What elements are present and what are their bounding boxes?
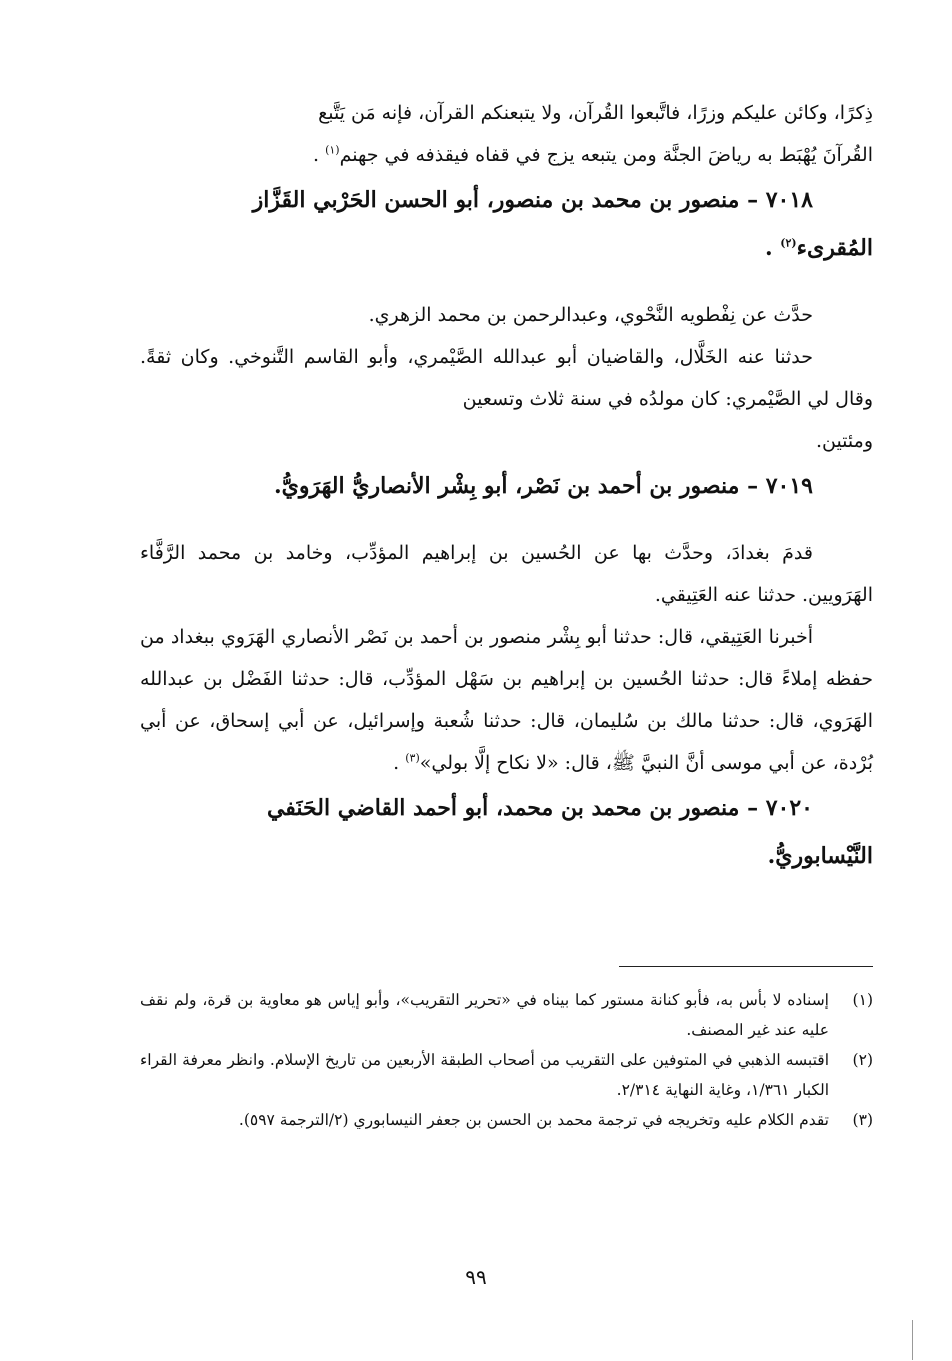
page-number: ٩٩ (465, 1265, 487, 1289)
text-line: التَّنوخي. وكان ثقةً. وقال لي الصَّيْمري: كان مولدُه في سنة ثلاث وتسعين (140, 346, 873, 410)
entry-title-line: ٧٠٢٠ – منصور بن محمد بن محمد، أبو أحمد القاضي الحَنَفي (266, 795, 813, 821)
text-punct: . (312, 144, 326, 166)
entry-title-line: المُقرىء (796, 235, 873, 261)
text-line: القُرآنَ يُهْبَط به رياضَ الجنَّة ومن يتبعه يزج في قفاه فيقذفه في جهنم (339, 144, 873, 166)
text-line: ومئتين. (815, 430, 873, 452)
footnote-number: (١) (852, 991, 873, 1009)
text-punct: . (393, 752, 406, 774)
main-text (140, 92, 873, 880)
paragraph-students (140, 336, 873, 462)
footnote-ref: (١) (325, 143, 340, 157)
footnotes (140, 985, 873, 1135)
text-line: محمد الرَّفَّاء الهَرَويين. حدثنا عنه العَتِيقي. (140, 542, 873, 606)
footnote-line: تقدم الكلام عليه وتخريجه في ترجمة محمد بن الحسن بن جعفر النيسابوري (353, 1111, 829, 1129)
entry-heading-7018 (140, 176, 873, 272)
footnote-2 (140, 1045, 873, 1105)
paragraph-hadith-continuation (140, 92, 873, 176)
footnote-line: (٢/الترجمة ٥٩٧). (238, 1111, 349, 1129)
paragraph-biography-7019 (140, 532, 873, 616)
footnote-line: إسناده لا بأس به، فأبو كنانة مستور كما بيناه في «تحرير التقريب»، وأبو إياس هو (305, 991, 829, 1009)
entry-heading-7019 (140, 462, 873, 510)
footnote-number: (٣) (852, 1111, 873, 1129)
footnote-line: الإسلام. وانظر معرفة القراء الكبار ١/٣٦١، وغاية النهاية ٢/٣١٤. (140, 1051, 829, 1099)
footnote-line: اقتبسه الذهبي في المتوفين على التقريب من أصحاب الطبقة الأربعين من تاريخ (325, 1051, 829, 1069)
entry-heading-7020 (140, 784, 873, 880)
text-line: سُليمان، قال: حدثنا شُعبة وإسرائيل، عن أبي إسحاق، عن أبي بُرْدة، عن أبي (140, 710, 873, 774)
entry-title-line: ٧٠١٩ – منصور بن أحمد بن نَصْر، أبو بِشْر الأنصاريُّ الهَرَويُّ. (274, 473, 813, 499)
text-line: الهَرَوي ببغداد من حفظه إملاءً قال: حدثنا الحُسين بن إبراهيم بن سَهْل (140, 626, 873, 690)
paragraph-narrated-from (140, 294, 873, 336)
text-line: حدثنا عنه الخَلَّال، والقاضيان أبو عبدالله الصَّيْمري، وأبو القاسم (303, 346, 813, 368)
footnote-ref: (٣) (405, 751, 420, 765)
footnote-3 (140, 1105, 873, 1135)
text-punct: . (764, 235, 781, 261)
text-line: موسى أنَّ النبيَّ ﷺ، قال: «لا نكاح إلَّا بولي» (419, 752, 763, 774)
footnote-separator (619, 966, 873, 967)
entry-title-line: النَّيْسابوريُّ. (767, 843, 873, 869)
scan-edge-line (912, 1320, 913, 1360)
entry-title-line: ٧٠١٨ – منصور بن محمد بن منصور، أبو الحسن الحَرْبي القَزَّاز (252, 187, 813, 213)
footnote-number: (٢) (852, 1051, 873, 1069)
footnote-line: معاوية بن قرة، ولم نقف عليه عند غير المصنف. (140, 991, 829, 1039)
paragraph-isnad (140, 616, 873, 784)
footnote-1 (140, 985, 873, 1045)
text-line: حدَّث عن نِفْطويه النَّحْوي، وعبدالرحمن بن محمد الزهري. (368, 304, 813, 326)
footnote-ref: (٢) (780, 236, 797, 250)
text-line: المؤدِّب، قال: حدثنا الفَضْل بن عبدالله الهَرَوي، قال: حدثنا مالك بن (140, 668, 873, 732)
text-line: أخبرنا العَتِيقي، قال: حدثنا أبو بِشْر منصور بن أحمد بن نَصْر الأنصاري (281, 626, 813, 648)
text-line: قدمَ بغدادَ، وحدَّث بها عن الحُسين بن إبراهيم المؤدِّب، وخامد بن (253, 542, 813, 564)
text-line: ذِكرًا، وكائن عليكم وزرًا، فاتَّبعوا القُرآن، ولا يتبعنكم القرآن، فإنه مَن يَتَّبع (318, 102, 873, 124)
